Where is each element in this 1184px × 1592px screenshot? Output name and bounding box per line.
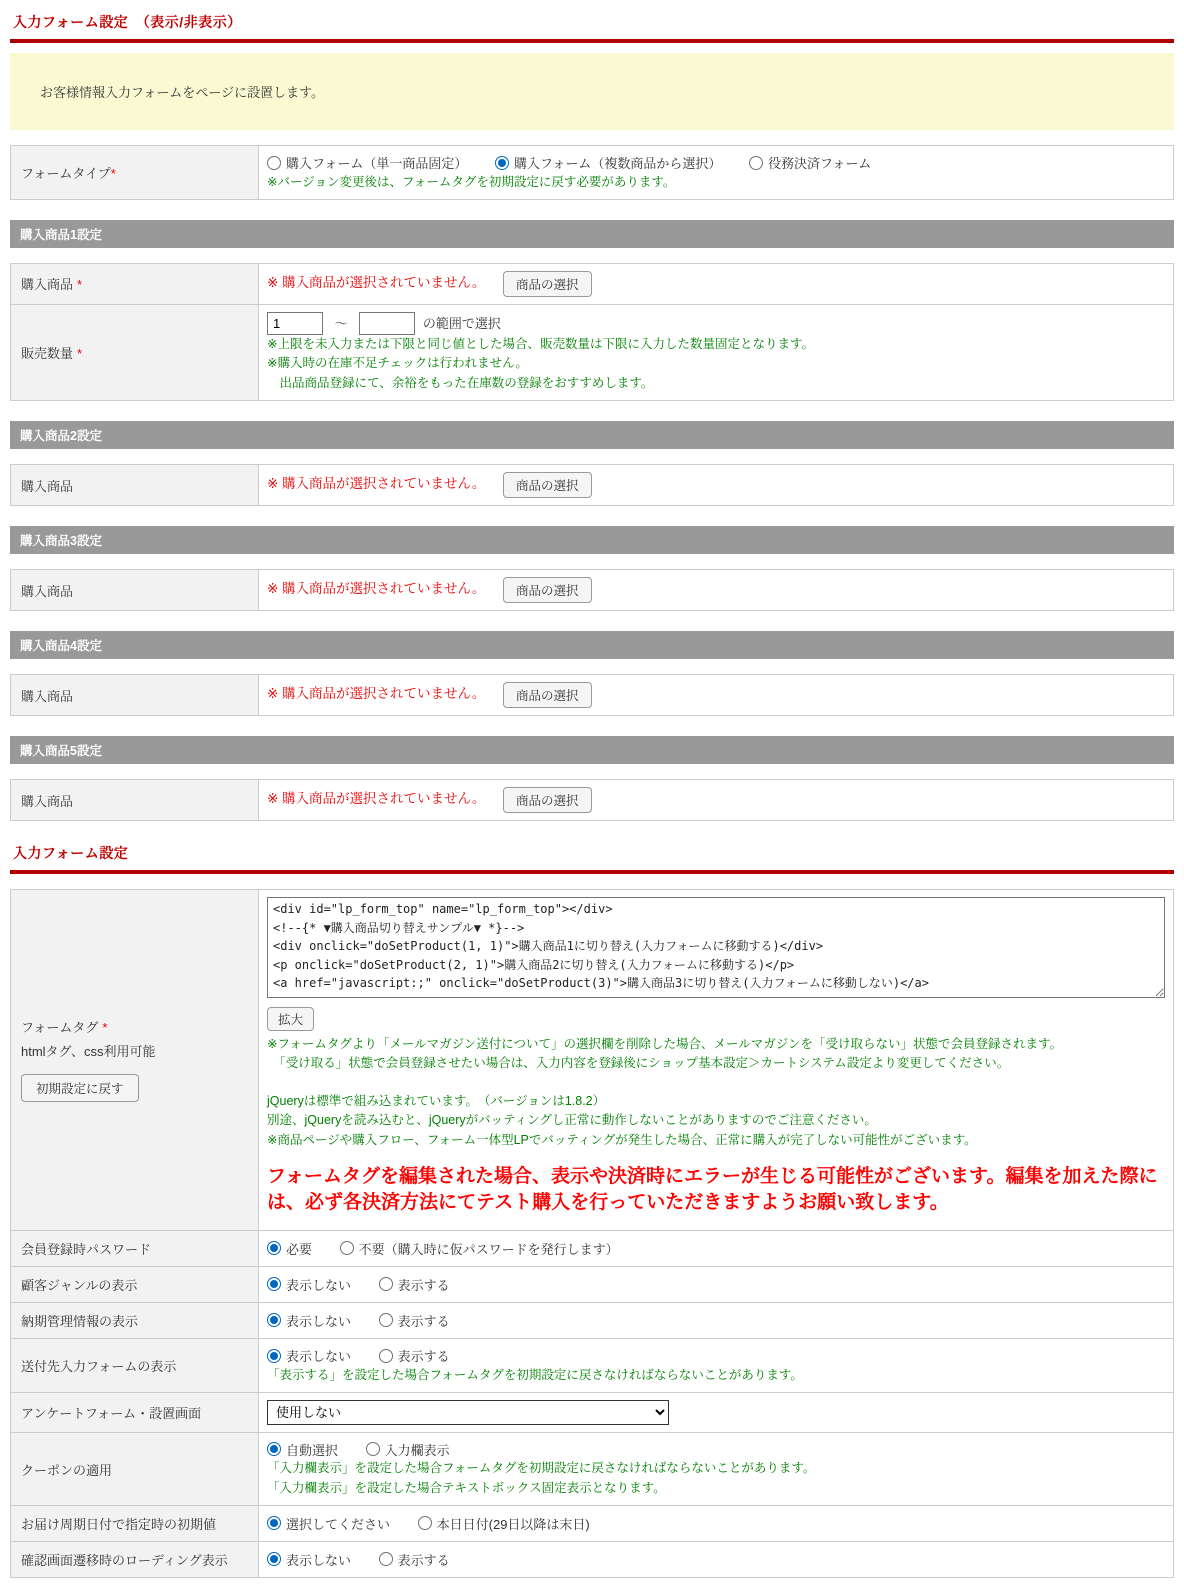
radio-label: 本日日付(29日以降は末日)	[436, 1516, 590, 1532]
section-header-product1: 購入商品1設定	[10, 220, 1174, 248]
quantity-value-cell	[259, 304, 1174, 400]
table-row	[11, 780, 1174, 821]
radio-label: 入力欄表示	[384, 1442, 450, 1458]
product-label: 購入商品	[21, 688, 74, 704]
page-title: 入力フォーム設定 （表示/非表示）	[13, 14, 242, 30]
radio-icon[interactable]	[366, 1442, 380, 1456]
form-tag-note: 別途、jQueryを読み込むと、jQueryがバッティングし正常に動作しないことがありますのでご注意ください。	[267, 1113, 877, 1128]
form-tag-textarea[interactable]	[267, 897, 1165, 998]
form-type-label: フォームタイプ	[21, 165, 111, 181]
radio-label: 必要	[286, 1241, 313, 1257]
radio-option-delivery-info-show[interactable]	[379, 1311, 450, 1330]
setting-note: 「入力欄表示」を設定した場合フォームタグを初期設定に戻さなければならないことがあります。	[267, 1461, 816, 1476]
radio-icon[interactable]	[267, 1516, 281, 1530]
radio-option-cycle-please-select[interactable]	[267, 1514, 390, 1533]
quantity-label: 販売数量	[21, 345, 74, 361]
not-selected-message: ※ 購入商品が選択されていません。	[267, 581, 486, 597]
table-row	[11, 263, 1174, 304]
radio-label: 購入フォーム（複数商品から選択）	[513, 156, 722, 171]
form-type-label-cell	[11, 146, 259, 200]
radio-icon[interactable]	[267, 156, 281, 170]
radio-label: 不要（購入時に仮パスワードを発行します）	[358, 1241, 619, 1257]
product5-table	[10, 779, 1174, 821]
setting-note: 「表示する」を設定した場合フォームタグを初期設定に戻さなければならないことがあります。	[267, 1367, 803, 1382]
product-label: 購入商品	[21, 277, 74, 293]
select-product-button[interactable]: 商品の選択	[503, 472, 592, 498]
product-label-cell	[11, 465, 259, 506]
setting-label-cell: 送付先入力フォームの表示	[11, 1339, 259, 1393]
section2-title: 入力フォーム設定	[13, 845, 129, 861]
form-tag-sublabel: htmlタグ、css利用可能	[21, 1044, 156, 1060]
product-label-cell	[11, 570, 259, 611]
product-label: 購入商品	[21, 793, 74, 809]
radio-label: 表示しない	[286, 1277, 352, 1293]
radio-label: 購入フォーム（単一商品固定）	[286, 156, 468, 171]
radio-option-coupon-auto[interactable]	[267, 1440, 338, 1459]
radio-icon[interactable]	[749, 156, 763, 170]
radio-icon[interactable]	[379, 1349, 393, 1363]
form-tag-note: ※フォームタグより「メールマガジン送付について」の選択欄を削除した場合、メールマガジンを「受け取らない」状態で会員登録されます。	[267, 1037, 1062, 1051]
form-type-value-cell	[259, 146, 1174, 200]
table-row	[11, 890, 1174, 1231]
setting-value-cell	[259, 1339, 1174, 1393]
table-row	[11, 146, 1174, 200]
product-value-cell	[259, 570, 1174, 611]
radio-group	[267, 1440, 1165, 1460]
quantity-label-cell	[11, 304, 259, 400]
radio-option-genre-hide[interactable]	[267, 1275, 351, 1294]
radio-label: 表示しない	[286, 1313, 352, 1329]
form-type-note: ※バージョン変更後は、フォームタグを初期設定に戻す必要があります。	[267, 174, 676, 189]
not-selected-message: ※ 購入商品が選択されていません。	[267, 686, 486, 702]
required-mark: *	[102, 1019, 108, 1035]
select-product-button[interactable]: 商品の選択	[503, 682, 592, 708]
not-selected-message: ※ 購入商品が選択されていません。	[267, 476, 486, 492]
product-value-cell	[259, 465, 1174, 506]
table-row	[11, 1542, 1174, 1578]
radio-label: 表示する	[397, 1277, 450, 1293]
setting-value-cell	[259, 1506, 1174, 1542]
setting-note: 「入力欄表示」を設定した場合テキストボックス固定表示となります。	[267, 1480, 666, 1495]
quantity-min-input[interactable]	[267, 312, 323, 335]
radio-option-genre-show[interactable]	[379, 1275, 450, 1294]
product-value-cell	[259, 780, 1174, 821]
range-label: の範囲で選択	[422, 315, 501, 331]
radio-icon[interactable]	[379, 1277, 393, 1291]
section-header-product5: 購入商品5設定	[10, 736, 1174, 764]
setting-label-cell: 顧客ジャンルの表示	[11, 1267, 259, 1303]
radio-icon[interactable]	[267, 1313, 281, 1327]
note-spacer	[267, 1074, 1165, 1092]
radio-option-coupon-input[interactable]	[366, 1440, 450, 1459]
product-label: 購入商品	[21, 583, 74, 599]
table-row	[11, 1432, 1174, 1505]
select-product-button[interactable]: 商品の選択	[503, 787, 592, 813]
radio-icon[interactable]	[379, 1313, 393, 1327]
radio-option-cycle-today[interactable]	[418, 1514, 590, 1533]
setting-value-cell	[259, 1542, 1174, 1578]
radio-option-shipping-form-hide[interactable]	[267, 1346, 351, 1365]
select-product-button[interactable]: 商品の選択	[503, 271, 592, 297]
product-value-cell	[259, 675, 1174, 716]
setting-value-cell	[259, 1392, 1174, 1432]
table-row	[11, 1303, 1174, 1339]
setting-label-cell: 会員登録時パスワード	[11, 1231, 259, 1267]
section-header-product4: 購入商品4設定	[10, 631, 1174, 659]
radio-option-loading-hide[interactable]	[267, 1550, 351, 1569]
not-selected-message: ※ 購入商品が選択されていません。	[267, 275, 486, 291]
table-row	[11, 1339, 1174, 1393]
quantity-note: 出品商品登録にて、余裕をもった在庫数の登録をおすすめします。	[267, 375, 654, 390]
radio-label: 自動選択	[286, 1442, 339, 1458]
radio-icon[interactable]	[267, 1442, 281, 1456]
radio-option-service-payment[interactable]	[749, 153, 871, 172]
radio-label: 役務決済フォーム	[767, 156, 872, 171]
quantity-max-input[interactable]	[359, 312, 415, 335]
radio-icon[interactable]	[267, 1277, 281, 1291]
table-row	[11, 570, 1174, 611]
product1-table	[10, 263, 1174, 401]
radio-icon[interactable]	[495, 156, 509, 170]
range-separator: ～	[334, 315, 348, 331]
quantity-note: ※購入時の在庫不足チェックは行われません。	[267, 356, 528, 371]
radio-label: 表示しない	[286, 1349, 352, 1365]
table-row	[11, 675, 1174, 716]
select-product-button[interactable]: 商品の選択	[503, 577, 592, 603]
radio-icon[interactable]	[418, 1516, 432, 1530]
setting-label-cell: クーポンの適用	[11, 1432, 259, 1505]
table-row	[11, 1506, 1174, 1542]
table-row	[11, 465, 1174, 506]
product4-table	[10, 674, 1174, 716]
radio-label: 表示する	[397, 1552, 450, 1568]
section-header-product2: 購入商品2設定	[10, 421, 1174, 449]
form-tag-label-cell	[11, 890, 259, 1231]
radio-label: 表示しない	[286, 1552, 352, 1568]
info-box: お客様情報入力フォームをページに設置します。	[10, 53, 1174, 130]
form-settings-table	[10, 889, 1174, 1578]
radio-option-loading-show[interactable]	[379, 1550, 450, 1569]
table-row	[11, 1231, 1174, 1267]
section-header-product3: 購入商品3設定	[10, 526, 1174, 554]
product-label-cell	[11, 263, 259, 304]
required-mark: *	[77, 345, 83, 361]
section2-rule	[10, 870, 1174, 874]
reset-default-button[interactable]: 初期設定に戻す	[21, 1074, 139, 1102]
radio-group	[267, 1346, 1165, 1366]
radio-icon[interactable]	[340, 1241, 354, 1255]
form-tag-note: jQueryは標準で組み込まれています。 （バージョンは1.8.2）	[267, 1093, 606, 1108]
expand-line	[267, 1007, 1165, 1031]
radio-icon[interactable]	[267, 1349, 281, 1363]
form-tag-label: フォームタグ	[21, 1019, 99, 1035]
radio-option-delivery-info-hide[interactable]	[267, 1311, 351, 1330]
product-label-cell	[11, 780, 259, 821]
product-label-cell	[11, 675, 259, 716]
table-row	[11, 1267, 1174, 1303]
setting-label-cell: アンケートフォーム・設置画面	[11, 1392, 259, 1432]
setting-label-cell: 確認画面遷移時のローディング表示	[11, 1542, 259, 1578]
radio-label: 選択してください	[286, 1516, 391, 1532]
radio-icon[interactable]	[267, 1241, 281, 1255]
setting-label-cell: 納期管理情報の表示	[11, 1303, 259, 1339]
radio-label: 表示する	[397, 1313, 450, 1329]
form-tag-note: ※商品ページや購入フロー、フォーム一体型LPでバッティングが発生した場合、正常に購入が完了しない可能性がございます。	[267, 1132, 977, 1147]
form-tag-label-line	[21, 1018, 248, 1039]
form-type-table	[10, 145, 1174, 200]
setting-value-cell	[259, 1432, 1174, 1505]
form-tag-note: 「受け取る」状態で会員登録させたい場合は、入力内容を登録後にショップ基本設定＞カートシステム設定より変更してください。	[267, 1056, 1010, 1071]
setting-value-cell	[259, 1231, 1174, 1267]
product-label: 購入商品	[21, 478, 74, 494]
radio-icon[interactable]	[267, 1552, 281, 1566]
title-rule	[10, 39, 1174, 43]
not-selected-message: ※ 購入商品が選択されていません。	[267, 791, 486, 807]
radio-icon[interactable]	[379, 1552, 393, 1566]
radio-option-single-product[interactable]	[267, 153, 467, 172]
radio-option-password-required[interactable]	[267, 1239, 312, 1258]
radio-option-password-not-required[interactable]	[340, 1239, 619, 1258]
form-tag-value-cell	[259, 890, 1174, 1231]
table-row	[11, 304, 1174, 400]
product3-table	[10, 569, 1174, 611]
table-row	[11, 1392, 1174, 1432]
required-mark: *	[77, 277, 83, 293]
setting-value-cell	[259, 1303, 1174, 1339]
setting-label-cell: お届け周期日付で指定時の初期値	[11, 1506, 259, 1542]
quantity-range-line	[267, 312, 1165, 335]
expand-button[interactable]: 拡大	[267, 1007, 314, 1031]
form-tag-warning: フォームタグを編集された場合、表示や決済時にエラーが生じる可能性がございます。編集を加えた際には、必ず各決済方法にてテスト購入を行っていただきますようお願い致します。	[267, 1165, 1158, 1214]
product2-table	[10, 464, 1174, 506]
radio-label: 表示する	[397, 1349, 450, 1365]
radio-option-multi-product[interactable]	[495, 153, 721, 172]
radio-option-shipping-form-show[interactable]	[379, 1346, 450, 1365]
form-type-options	[267, 153, 1165, 173]
product-value-cell	[259, 263, 1174, 304]
quantity-note: ※上限を未入力または下限と同じ値とした場合、販売数量は下限に入力した数量固定となります。	[267, 336, 814, 351]
questionnaire-select[interactable]	[267, 1400, 669, 1425]
setting-value-cell	[259, 1267, 1174, 1303]
required-mark: *	[110, 165, 116, 181]
